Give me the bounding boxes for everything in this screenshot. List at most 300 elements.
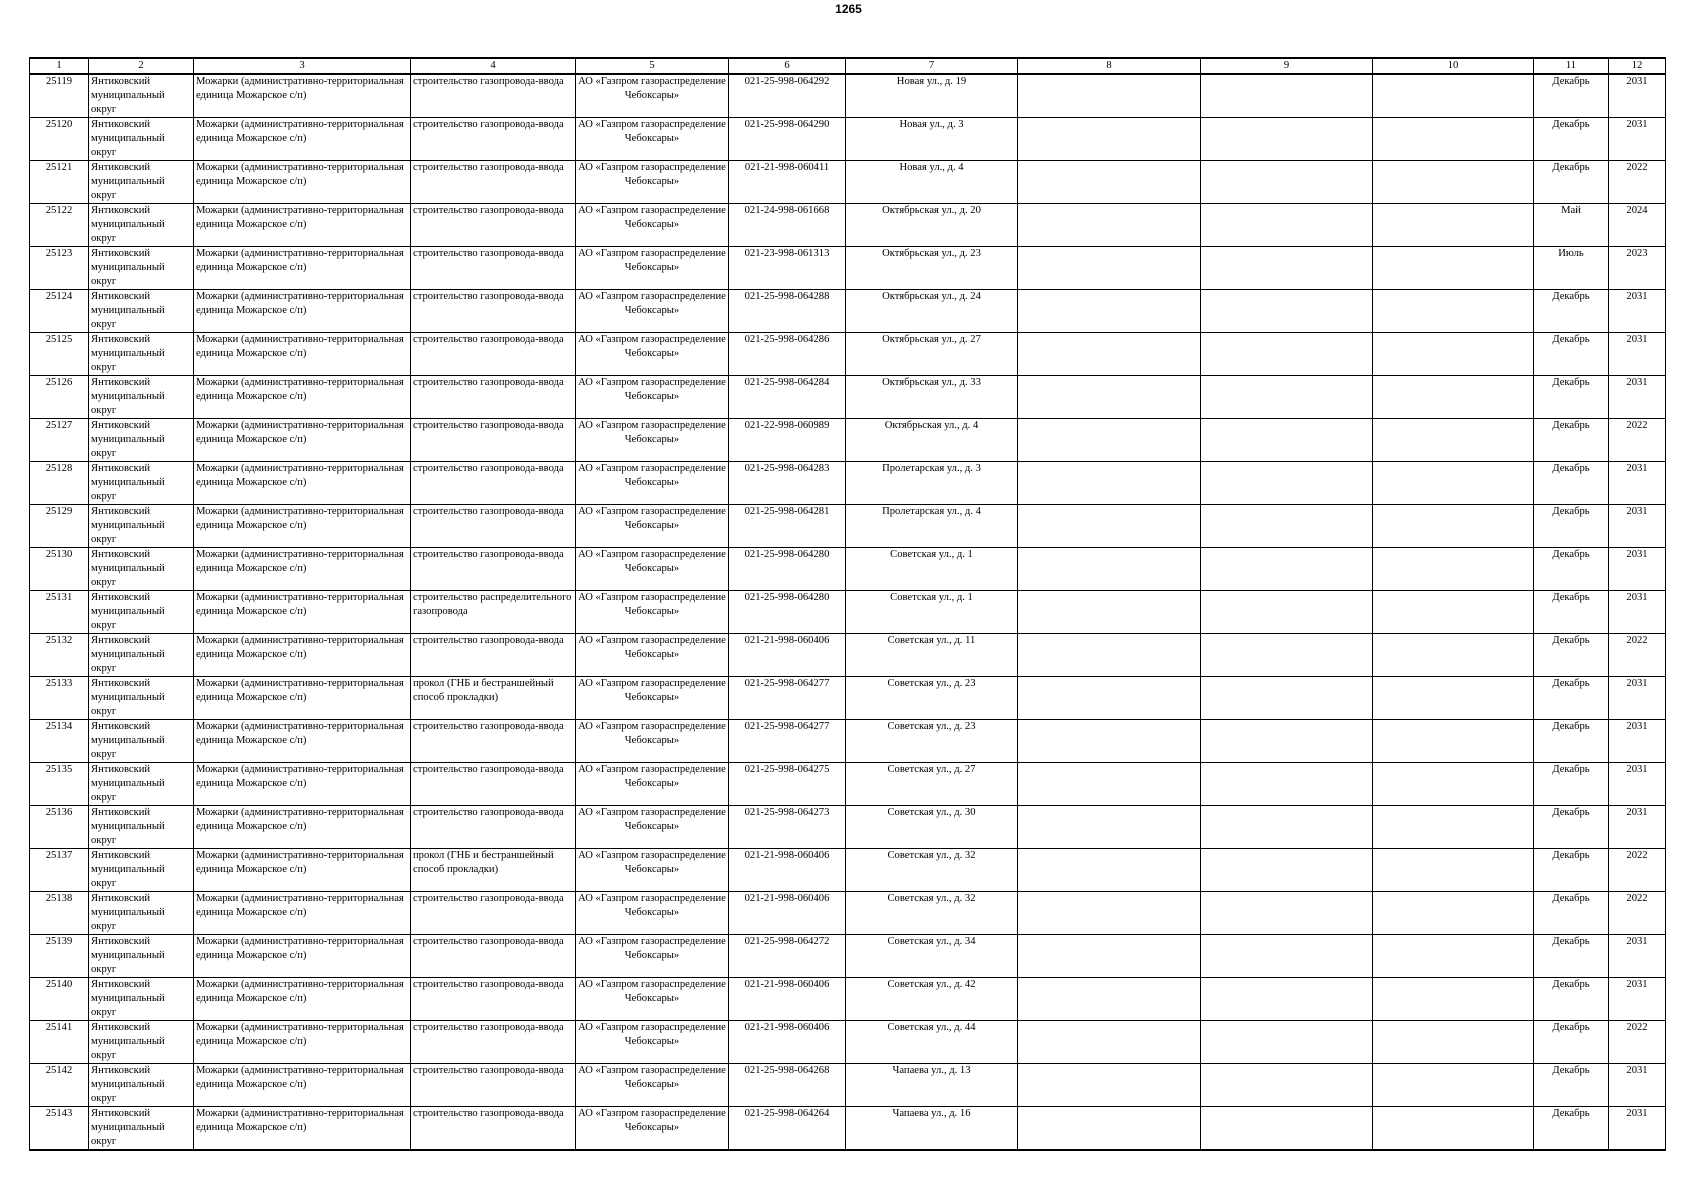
cell-month: Май	[1534, 204, 1609, 247]
cell-year: 2031	[1609, 978, 1666, 1021]
cell-month: Декабрь	[1534, 806, 1609, 849]
cell-object-code: 021-25-998-064290	[729, 118, 846, 161]
cell-year: 2031	[1609, 290, 1666, 333]
cell-work-type: строительство газопровода-ввода	[411, 1107, 576, 1151]
cell-col-9	[1201, 677, 1373, 720]
cell-organization: АО «Газпром газораспределение Чебоксары»	[576, 677, 729, 720]
cell-district: Янтиковский муниципальный округ	[89, 720, 194, 763]
cell-address: Пролетарская ул., д. 3	[846, 462, 1018, 505]
cell-record-number: 25135	[30, 763, 89, 806]
cell-year: 2031	[1609, 677, 1666, 720]
cell-object-code: 021-25-998-064277	[729, 720, 846, 763]
cell-locality: Можарки (административно-территориальная единица Можарское с/п)	[194, 677, 411, 720]
cell-locality: Можарки (административно-территориальная единица Можарское с/п)	[194, 892, 411, 935]
cell-organization: АО «Газпром газораспределение Чебоксары»	[576, 1021, 729, 1064]
column-header: 10	[1373, 58, 1534, 74]
cell-record-number: 25127	[30, 419, 89, 462]
table-row	[30, 892, 1666, 935]
cell-work-type: строительство распределительного газопровода	[411, 591, 576, 634]
cell-year: 2031	[1609, 591, 1666, 634]
table-row	[30, 204, 1666, 247]
cell-locality: Можарки (административно-территориальная единица Можарское с/п)	[194, 204, 411, 247]
cell-col-8	[1018, 333, 1201, 376]
cell-col-8	[1018, 290, 1201, 333]
cell-locality: Можарки (административно-территориальная единица Можарское с/п)	[194, 118, 411, 161]
cell-month: Декабрь	[1534, 505, 1609, 548]
cell-organization: АО «Газпром газораспределение Чебоксары»	[576, 74, 729, 118]
cell-year: 2023	[1609, 247, 1666, 290]
cell-district: Янтиковский муниципальный округ	[89, 849, 194, 892]
cell-month: Декабрь	[1534, 376, 1609, 419]
cell-work-type: строительство газопровода-ввода	[411, 978, 576, 1021]
cell-work-type: строительство газопровода-ввода	[411, 806, 576, 849]
cell-work-type: строительство газопровода-ввода	[411, 376, 576, 419]
column-header: 3	[194, 58, 411, 74]
cell-month: Декабрь	[1534, 74, 1609, 118]
cell-col-8	[1018, 892, 1201, 935]
cell-district: Янтиковский муниципальный округ	[89, 161, 194, 204]
cell-month: Декабрь	[1534, 591, 1609, 634]
cell-object-code: 021-22-998-060989	[729, 419, 846, 462]
cell-district: Янтиковский муниципальный округ	[89, 806, 194, 849]
table-row	[30, 763, 1666, 806]
cell-month: Декабрь	[1534, 290, 1609, 333]
cell-object-code: 021-25-998-064264	[729, 1107, 846, 1151]
cell-locality: Можарки (административно-территориальная единица Можарское с/п)	[194, 505, 411, 548]
cell-month: Декабрь	[1534, 548, 1609, 591]
cell-work-type: строительство газопровода-ввода	[411, 462, 576, 505]
cell-col-10	[1373, 720, 1534, 763]
table-row	[30, 290, 1666, 333]
cell-year: 2031	[1609, 806, 1666, 849]
cell-col-10	[1373, 462, 1534, 505]
table-row	[30, 74, 1666, 118]
cell-year: 2031	[1609, 763, 1666, 806]
cell-col-9	[1201, 376, 1373, 419]
cell-district: Янтиковский муниципальный округ	[89, 892, 194, 935]
cell-col-8	[1018, 806, 1201, 849]
cell-organization: АО «Газпром газораспределение Чебоксары»	[576, 892, 729, 935]
cell-organization: АО «Газпром газораспределение Чебоксары»	[576, 1107, 729, 1151]
cell-col-8	[1018, 118, 1201, 161]
cell-organization: АО «Газпром газораспределение Чебоксары»	[576, 591, 729, 634]
cell-organization: АО «Газпром газораспределение Чебоксары»	[576, 935, 729, 978]
cell-object-code: 021-21-998-060406	[729, 634, 846, 677]
cell-col-10	[1373, 548, 1534, 591]
table-row	[30, 161, 1666, 204]
cell-col-8	[1018, 634, 1201, 677]
cell-col-10	[1373, 247, 1534, 290]
cell-work-type: строительство газопровода-ввода	[411, 290, 576, 333]
cell-record-number: 25137	[30, 849, 89, 892]
cell-locality: Можарки (административно-территориальная единица Можарское с/п)	[194, 376, 411, 419]
cell-address: Чапаева ул., д. 13	[846, 1064, 1018, 1107]
table-header	[30, 58, 1666, 74]
cell-record-number: 25122	[30, 204, 89, 247]
cell-col-10	[1373, 763, 1534, 806]
cell-record-number: 25131	[30, 591, 89, 634]
cell-col-8	[1018, 935, 1201, 978]
cell-col-9	[1201, 1107, 1373, 1151]
table-body	[30, 74, 1666, 1150]
cell-organization: АО «Газпром газораспределение Чебоксары»	[576, 806, 729, 849]
cell-address: Советская ул., д. 42	[846, 978, 1018, 1021]
cell-work-type: строительство газопровода-ввода	[411, 1021, 576, 1064]
cell-district: Янтиковский муниципальный округ	[89, 204, 194, 247]
cell-col-9	[1201, 720, 1373, 763]
cell-record-number: 25121	[30, 161, 89, 204]
cell-address: Чапаева ул., д. 16	[846, 1107, 1018, 1151]
cell-work-type: строительство газопровода-ввода	[411, 634, 576, 677]
cell-col-10	[1373, 935, 1534, 978]
cell-col-9	[1201, 849, 1373, 892]
cell-locality: Можарки (административно-территориальная единица Можарское с/п)	[194, 247, 411, 290]
cell-col-10	[1373, 978, 1534, 1021]
cell-object-code: 021-25-998-064280	[729, 591, 846, 634]
cell-address: Новая ул., д. 3	[846, 118, 1018, 161]
page-number: 1265	[835, 2, 862, 16]
column-header: 12	[1609, 58, 1666, 74]
cell-locality: Можарки (административно-территориальная единица Можарское с/п)	[194, 720, 411, 763]
cell-record-number: 25140	[30, 978, 89, 1021]
cell-work-type: строительство газопровода-ввода	[411, 204, 576, 247]
cell-address: Октябрьская ул., д. 24	[846, 290, 1018, 333]
cell-col-9	[1201, 419, 1373, 462]
cell-organization: АО «Газпром газораспределение Чебоксары»	[576, 720, 729, 763]
cell-year: 2022	[1609, 892, 1666, 935]
cell-record-number: 25125	[30, 333, 89, 376]
cell-col-10	[1373, 333, 1534, 376]
column-header: 7	[846, 58, 1018, 74]
cell-record-number: 25141	[30, 1021, 89, 1064]
cell-record-number: 25124	[30, 290, 89, 333]
cell-col-9	[1201, 935, 1373, 978]
cell-col-8	[1018, 677, 1201, 720]
cell-col-9	[1201, 763, 1373, 806]
cell-organization: АО «Газпром газораспределение Чебоксары»	[576, 1064, 729, 1107]
cell-year: 2022	[1609, 1021, 1666, 1064]
cell-month: Декабрь	[1534, 161, 1609, 204]
table-row	[30, 591, 1666, 634]
table-row	[30, 1064, 1666, 1107]
cell-object-code: 021-25-998-064273	[729, 806, 846, 849]
table-row	[30, 935, 1666, 978]
cell-col-10	[1373, 74, 1534, 118]
cell-organization: АО «Газпром газораспределение Чебоксары»	[576, 419, 729, 462]
cell-address: Октябрьская ул., д. 33	[846, 376, 1018, 419]
cell-col-9	[1201, 74, 1373, 118]
cell-col-8	[1018, 419, 1201, 462]
cell-district: Янтиковский муниципальный округ	[89, 978, 194, 1021]
table-row	[30, 978, 1666, 1021]
cell-col-8	[1018, 505, 1201, 548]
table-row	[30, 1107, 1666, 1151]
table-row	[30, 720, 1666, 763]
cell-year: 2031	[1609, 720, 1666, 763]
cell-district: Янтиковский муниципальный округ	[89, 935, 194, 978]
cell-month: Декабрь	[1534, 419, 1609, 462]
cell-col-8	[1018, 720, 1201, 763]
cell-organization: АО «Газпром газораспределение Чебоксары»	[576, 161, 729, 204]
cell-organization: АО «Газпром газораспределение Чебоксары»	[576, 505, 729, 548]
cell-locality: Можарки (административно-территориальная единица Можарское с/п)	[194, 419, 411, 462]
cell-locality: Можарки (административно-территориальная единица Можарское с/п)	[194, 763, 411, 806]
cell-col-9	[1201, 978, 1373, 1021]
cell-organization: АО «Газпром газораспределение Чебоксары»	[576, 462, 729, 505]
table-row	[30, 505, 1666, 548]
cell-organization: АО «Газпром газораспределение Чебоксары»	[576, 548, 729, 591]
cell-record-number: 25134	[30, 720, 89, 763]
cell-record-number: 25142	[30, 1064, 89, 1107]
cell-locality: Можарки (административно-территориальная единица Можарское с/п)	[194, 1064, 411, 1107]
cell-address: Октябрьская ул., д. 20	[846, 204, 1018, 247]
cell-month: Декабрь	[1534, 677, 1609, 720]
cell-locality: Можарки (административно-территориальная единица Можарское с/п)	[194, 161, 411, 204]
column-header: 11	[1534, 58, 1609, 74]
cell-col-8	[1018, 204, 1201, 247]
cell-col-10	[1373, 376, 1534, 419]
cell-object-code: 021-25-998-064277	[729, 677, 846, 720]
cell-object-code: 021-25-998-064268	[729, 1064, 846, 1107]
cell-month: Июль	[1534, 247, 1609, 290]
cell-col-8	[1018, 849, 1201, 892]
cell-address: Октябрьская ул., д. 27	[846, 333, 1018, 376]
cell-col-8	[1018, 548, 1201, 591]
cell-col-8	[1018, 247, 1201, 290]
cell-col-10	[1373, 118, 1534, 161]
cell-object-code: 021-25-998-064284	[729, 376, 846, 419]
cell-object-code: 021-23-998-061313	[729, 247, 846, 290]
cell-object-code: 021-25-998-064292	[729, 74, 846, 118]
cell-district: Янтиковский муниципальный округ	[89, 333, 194, 376]
cell-col-9	[1201, 548, 1373, 591]
cell-locality: Можарки (административно-территориальная единица Можарское с/п)	[194, 634, 411, 677]
cell-month: Декабрь	[1534, 978, 1609, 1021]
cell-locality: Можарки (административно-территориальная единица Можарское с/п)	[194, 1107, 411, 1151]
cell-year: 2022	[1609, 419, 1666, 462]
cell-organization: АО «Газпром газораспределение Чебоксары»	[576, 204, 729, 247]
cell-organization: АО «Газпром газораспределение Чебоксары»	[576, 290, 729, 333]
cell-object-code: 021-25-998-064280	[729, 548, 846, 591]
cell-district: Янтиковский муниципальный округ	[89, 118, 194, 161]
cell-address: Новая ул., д. 19	[846, 74, 1018, 118]
cell-address: Советская ул., д. 44	[846, 1021, 1018, 1064]
cell-record-number: 25133	[30, 677, 89, 720]
cell-work-type: строительство газопровода-ввода	[411, 1064, 576, 1107]
cell-organization: АО «Газпром газораспределение Чебоксары»	[576, 634, 729, 677]
cell-year: 2031	[1609, 935, 1666, 978]
cell-work-type: строительство газопровода-ввода	[411, 161, 576, 204]
cell-month: Декабрь	[1534, 935, 1609, 978]
column-header: 4	[411, 58, 576, 74]
cell-work-type: строительство газопровода-ввода	[411, 892, 576, 935]
cell-object-code: 021-24-998-061668	[729, 204, 846, 247]
cell-col-9	[1201, 1021, 1373, 1064]
cell-district: Янтиковский муниципальный округ	[89, 247, 194, 290]
cell-work-type: строительство газопровода-ввода	[411, 505, 576, 548]
cell-locality: Можарки (административно-территориальная единица Можарское с/п)	[194, 806, 411, 849]
cell-work-type: прокол (ГНБ и бестраншейный способ прокладки)	[411, 849, 576, 892]
cell-record-number: 25128	[30, 462, 89, 505]
cell-organization: АО «Газпром газораспределение Чебоксары»	[576, 849, 729, 892]
cell-organization: АО «Газпром газораспределение Чебоксары»	[576, 763, 729, 806]
cell-col-10	[1373, 591, 1534, 634]
cell-organization: АО «Газпром газораспределение Чебоксары»	[576, 247, 729, 290]
cell-col-9	[1201, 634, 1373, 677]
cell-district: Янтиковский муниципальный округ	[89, 419, 194, 462]
cell-district: Янтиковский муниципальный округ	[89, 677, 194, 720]
cell-year: 2031	[1609, 1107, 1666, 1151]
cell-year: 2031	[1609, 462, 1666, 505]
table-row	[30, 247, 1666, 290]
cell-month: Декабрь	[1534, 634, 1609, 677]
cell-object-code: 021-25-998-064283	[729, 462, 846, 505]
cell-col-10	[1373, 1021, 1534, 1064]
cell-object-code: 021-21-998-060406	[729, 1021, 846, 1064]
cell-district: Янтиковский муниципальный округ	[89, 290, 194, 333]
cell-record-number: 25120	[30, 118, 89, 161]
cell-col-9	[1201, 290, 1373, 333]
cell-col-10	[1373, 806, 1534, 849]
cell-record-number: 25136	[30, 806, 89, 849]
table-row	[30, 333, 1666, 376]
cell-object-code: 021-21-998-060411	[729, 161, 846, 204]
table-row	[30, 376, 1666, 419]
cell-address: Советская ул., д. 32	[846, 892, 1018, 935]
cell-col-8	[1018, 591, 1201, 634]
cell-address: Советская ул., д. 30	[846, 806, 1018, 849]
cell-district: Янтиковский муниципальный округ	[89, 74, 194, 118]
cell-year: 2031	[1609, 333, 1666, 376]
cell-object-code: 021-25-998-064281	[729, 505, 846, 548]
cell-address: Пролетарская ул., д. 4	[846, 505, 1018, 548]
cell-record-number: 25139	[30, 935, 89, 978]
cell-col-9	[1201, 892, 1373, 935]
cell-col-9	[1201, 591, 1373, 634]
cell-col-8	[1018, 1064, 1201, 1107]
cell-district: Янтиковский муниципальный округ	[89, 548, 194, 591]
cell-work-type: строительство газопровода-ввода	[411, 333, 576, 376]
column-header: 9	[1201, 58, 1373, 74]
cell-work-type: строительство газопровода-ввода	[411, 419, 576, 462]
cell-district: Янтиковский муниципальный округ	[89, 591, 194, 634]
cell-locality: Можарки (административно-территориальная единица Можарское с/п)	[194, 548, 411, 591]
cell-col-10	[1373, 161, 1534, 204]
cell-address: Советская ул., д. 1	[846, 548, 1018, 591]
cell-record-number: 25123	[30, 247, 89, 290]
table-row	[30, 118, 1666, 161]
cell-month: Декабрь	[1534, 1021, 1609, 1064]
cell-record-number: 25126	[30, 376, 89, 419]
cell-locality: Можарки (административно-территориальная единица Можарское с/п)	[194, 290, 411, 333]
cell-address: Советская ул., д. 23	[846, 677, 1018, 720]
cell-organization: АО «Газпром газораспределение Чебоксары»	[576, 376, 729, 419]
cell-col-9	[1201, 247, 1373, 290]
column-header: 6	[729, 58, 846, 74]
cell-organization: АО «Газпром газораспределение Чебоксары»	[576, 118, 729, 161]
cell-locality: Можарки (административно-территориальная единица Можарское с/п)	[194, 591, 411, 634]
column-header: 8	[1018, 58, 1201, 74]
cell-month: Декабрь	[1534, 720, 1609, 763]
cell-object-code: 021-21-998-060406	[729, 978, 846, 1021]
cell-record-number: 25143	[30, 1107, 89, 1151]
cell-address: Советская ул., д. 1	[846, 591, 1018, 634]
cell-col-8	[1018, 462, 1201, 505]
cell-object-code: 021-21-998-060406	[729, 849, 846, 892]
column-header: 1	[30, 58, 89, 74]
cell-month: Декабрь	[1534, 118, 1609, 161]
cell-col-9	[1201, 333, 1373, 376]
column-header: 5	[576, 58, 729, 74]
cell-district: Янтиковский муниципальный округ	[89, 634, 194, 677]
cell-district: Янтиковский муниципальный округ	[89, 1064, 194, 1107]
cell-locality: Можарки (административно-территориальная единица Можарское с/п)	[194, 935, 411, 978]
cell-locality: Можарки (административно-территориальная единица Можарское с/п)	[194, 1021, 411, 1064]
cell-col-9	[1201, 806, 1373, 849]
header-row	[30, 58, 1666, 74]
cell-object-code: 021-25-998-064286	[729, 333, 846, 376]
cell-work-type: строительство газопровода-ввода	[411, 548, 576, 591]
cell-year: 2024	[1609, 204, 1666, 247]
table-row	[30, 677, 1666, 720]
cell-col-10	[1373, 1107, 1534, 1151]
cell-object-code: 021-21-998-060406	[729, 892, 846, 935]
cell-work-type: строительство газопровода-ввода	[411, 118, 576, 161]
cell-year: 2022	[1609, 849, 1666, 892]
cell-organization: АО «Газпром газораспределение Чебоксары»	[576, 333, 729, 376]
table-row	[30, 634, 1666, 677]
cell-year: 2022	[1609, 161, 1666, 204]
cell-col-8	[1018, 74, 1201, 118]
cell-work-type: строительство газопровода-ввода	[411, 247, 576, 290]
cell-col-9	[1201, 462, 1373, 505]
cell-address: Октябрьская ул., д. 23	[846, 247, 1018, 290]
cell-year: 2031	[1609, 74, 1666, 118]
table-row	[30, 849, 1666, 892]
cell-record-number: 25119	[30, 74, 89, 118]
cell-col-10	[1373, 849, 1534, 892]
cell-col-8	[1018, 763, 1201, 806]
cell-work-type: строительство газопровода-ввода	[411, 763, 576, 806]
cell-object-code: 021-25-998-064275	[729, 763, 846, 806]
cell-address: Советская ул., д. 11	[846, 634, 1018, 677]
cell-year: 2022	[1609, 634, 1666, 677]
cell-address: Советская ул., д. 34	[846, 935, 1018, 978]
cell-month: Декабрь	[1534, 1107, 1609, 1151]
cell-col-10	[1373, 634, 1534, 677]
cell-district: Янтиковский муниципальный округ	[89, 505, 194, 548]
cell-record-number: 25130	[30, 548, 89, 591]
register-table	[29, 57, 1666, 1151]
cell-col-9	[1201, 204, 1373, 247]
cell-district: Янтиковский муниципальный округ	[89, 1021, 194, 1064]
column-header: 2	[89, 58, 194, 74]
cell-work-type: строительство газопровода-ввода	[411, 74, 576, 118]
cell-record-number: 25129	[30, 505, 89, 548]
cell-district: Янтиковский муниципальный округ	[89, 376, 194, 419]
cell-col-9	[1201, 505, 1373, 548]
cell-col-9	[1201, 118, 1373, 161]
cell-address: Октябрьская ул., д. 4	[846, 419, 1018, 462]
cell-col-10	[1373, 204, 1534, 247]
cell-month: Декабрь	[1534, 849, 1609, 892]
cell-locality: Можарки (административно-территориальная единица Можарское с/п)	[194, 849, 411, 892]
cell-month: Декабрь	[1534, 1064, 1609, 1107]
cell-locality: Можарки (административно-территориальная единица Можарское с/п)	[194, 978, 411, 1021]
table-row	[30, 1021, 1666, 1064]
table-row	[30, 806, 1666, 849]
cell-col-8	[1018, 978, 1201, 1021]
